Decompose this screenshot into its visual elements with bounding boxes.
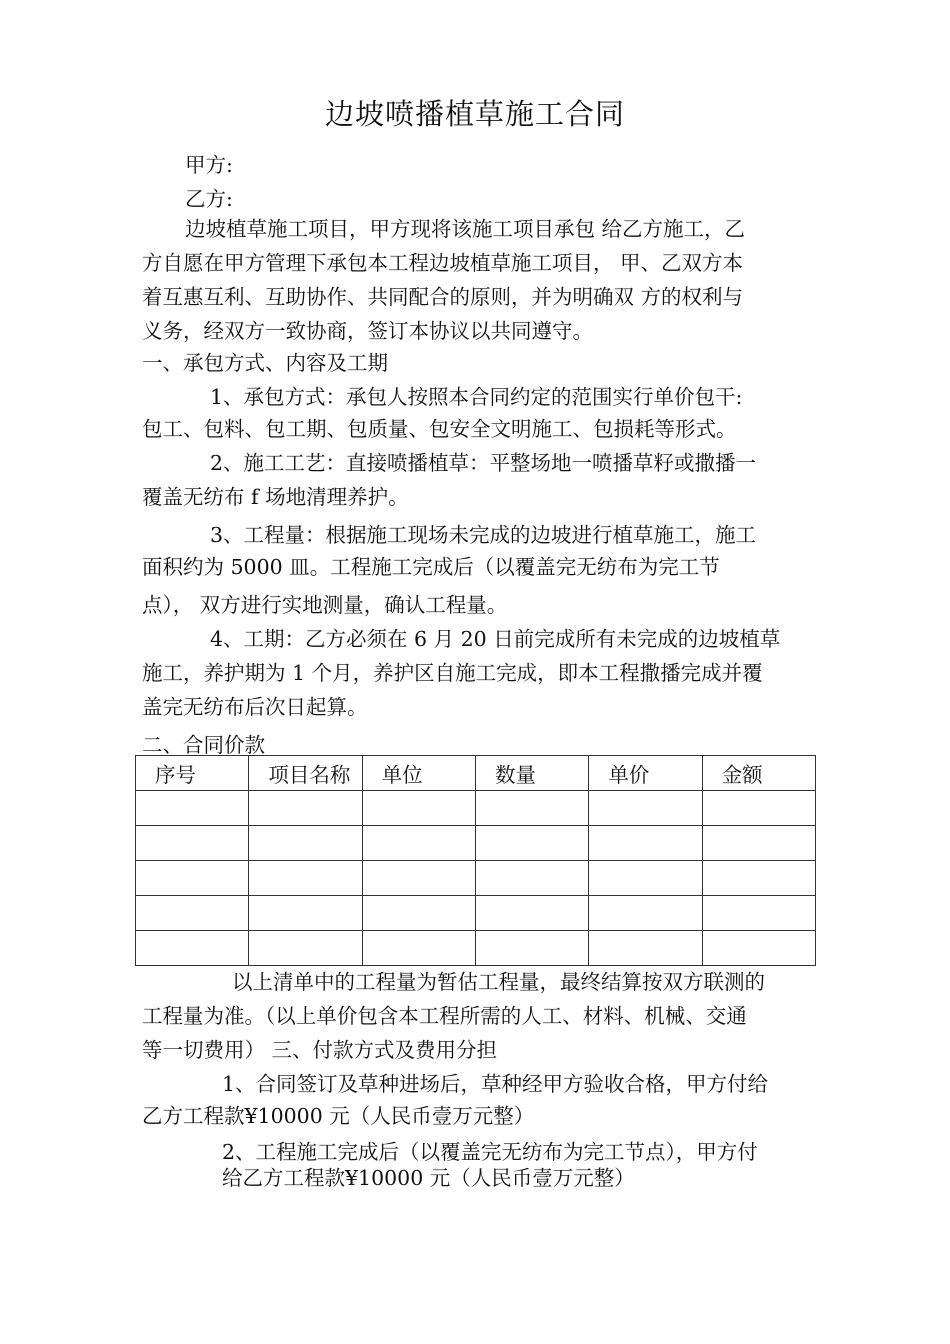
table-cell xyxy=(362,826,475,861)
price-table xyxy=(135,755,816,966)
clause-2-line: 2、施工工艺：直接喷播植草：平整场地一喷播草籽或撒播一 xyxy=(210,451,757,475)
section-heading-2: 二、合同价款 xyxy=(142,733,265,757)
clause-2-line: 覆盖无纺布 f 场地清理养护。 xyxy=(142,485,409,509)
table-cell xyxy=(136,896,249,931)
intro-line: 方自愿在甲方管理下承包本工程边坡植草施工项目， 甲、乙双方本 xyxy=(142,251,744,275)
clause-1-line: 包工、包料、包工期、包质量、包安全文明施工、包损耗等形式。 xyxy=(142,417,737,441)
party-b-label: 乙方: xyxy=(185,187,233,211)
table-cell xyxy=(589,826,702,861)
header-cell-index: 序号 xyxy=(136,756,249,791)
table-cell xyxy=(589,791,702,826)
intro-line: 着互惠互利、互助协作、共同配合的原则，并为明确双 方的权利与 xyxy=(142,285,744,309)
clause-3-line: 面积约为 5000 皿。工程施工完成后（以覆盖完无纺布为完工节 xyxy=(142,555,720,579)
payment-1-line: 1、合同签订及草种进场后，草种经甲方验收合格，甲方付给 xyxy=(222,1072,769,1096)
table-header-row xyxy=(136,756,816,791)
table-cell xyxy=(702,931,815,966)
header-cell-amount: 金额 xyxy=(702,756,815,791)
table-cell xyxy=(362,791,475,826)
table-cell xyxy=(589,896,702,931)
clause-3-line: 3、工程量：根据施工现场未完成的边坡进行植草施工，施工 xyxy=(210,523,757,547)
intro-line: 边坡植草施工项目，甲方现将该施工项目承包 给乙方施工，乙 xyxy=(185,217,746,241)
table-row xyxy=(136,931,816,966)
table-cell xyxy=(136,826,249,861)
table-cell xyxy=(362,861,475,896)
header-cell-unit: 单位 xyxy=(362,756,475,791)
header-cell-quantity: 数量 xyxy=(475,756,588,791)
table-cell xyxy=(475,861,588,896)
table-cell xyxy=(136,861,249,896)
table-cell xyxy=(136,931,249,966)
table-cell xyxy=(249,931,362,966)
table-cell xyxy=(475,896,588,931)
table-row xyxy=(136,826,816,861)
table-cell xyxy=(589,861,702,896)
table-cell xyxy=(475,791,588,826)
clause-3-line: 点）， 双方进行实地测量，确认工程量。 xyxy=(142,593,508,617)
table-cell xyxy=(362,931,475,966)
note-line: 工程量为准。（以上单价包含本工程所需的人工、材料、机械、交通 xyxy=(142,1004,747,1028)
table-cell xyxy=(702,791,815,826)
table-cell xyxy=(249,896,362,931)
note-line: 以上清单中的工程量为暂估工程量，最终结算按双方联测的 xyxy=(232,970,765,994)
intro-line: 义务，经双方一致协商，签订本协议以共同遵守。 xyxy=(142,319,593,343)
table-cell xyxy=(702,861,815,896)
table-cell xyxy=(589,931,702,966)
table-cell xyxy=(249,791,362,826)
table-cell xyxy=(249,826,362,861)
table-cell xyxy=(249,861,362,896)
clause-4-line: 施工，养护期为 1 个月，养护区自施工完成，即本工程撒播完成并覆 xyxy=(142,661,763,685)
note-line: 等一切费用） 三、付款方式及费用分担 xyxy=(142,1038,498,1062)
clause-4-line: 4、工期：乙方必须在 6 月 20 日前完成所有未完成的边坡植草 xyxy=(210,627,781,651)
header-cell-unit-price: 单价 xyxy=(589,756,702,791)
clause-1-line: 1、承包方式：承包人按照本合同约定的范围实行单价包干: xyxy=(210,385,743,409)
table-cell xyxy=(475,826,588,861)
table-cell xyxy=(702,896,815,931)
table-cell xyxy=(702,826,815,861)
party-a-label: 甲方: xyxy=(185,153,233,177)
table-cell xyxy=(475,931,588,966)
table-row xyxy=(136,896,816,931)
payment-1-line: 乙方工程款¥10000 元（人民币壹万元整） xyxy=(142,1104,535,1128)
table-row xyxy=(136,791,816,826)
clause-4-line: 盖完无纺布后次日起算。 xyxy=(142,695,368,719)
table-cell xyxy=(362,896,475,931)
payment-2-line: 给乙方工程款¥10000 元（人民币壹万元整） xyxy=(222,1166,635,1190)
header-cell-item-name: 项目名称 xyxy=(249,756,362,791)
section-heading-1: 一、承包方式、内容及工期 xyxy=(142,351,388,375)
table-cell xyxy=(136,791,249,826)
table-row xyxy=(136,861,816,896)
document-title: 边坡喷播植草施工合同 xyxy=(324,97,625,131)
payment-2-line: 2、工程施工完成后（以覆盖完无纺布为完工节点），甲方付 xyxy=(222,1140,758,1164)
